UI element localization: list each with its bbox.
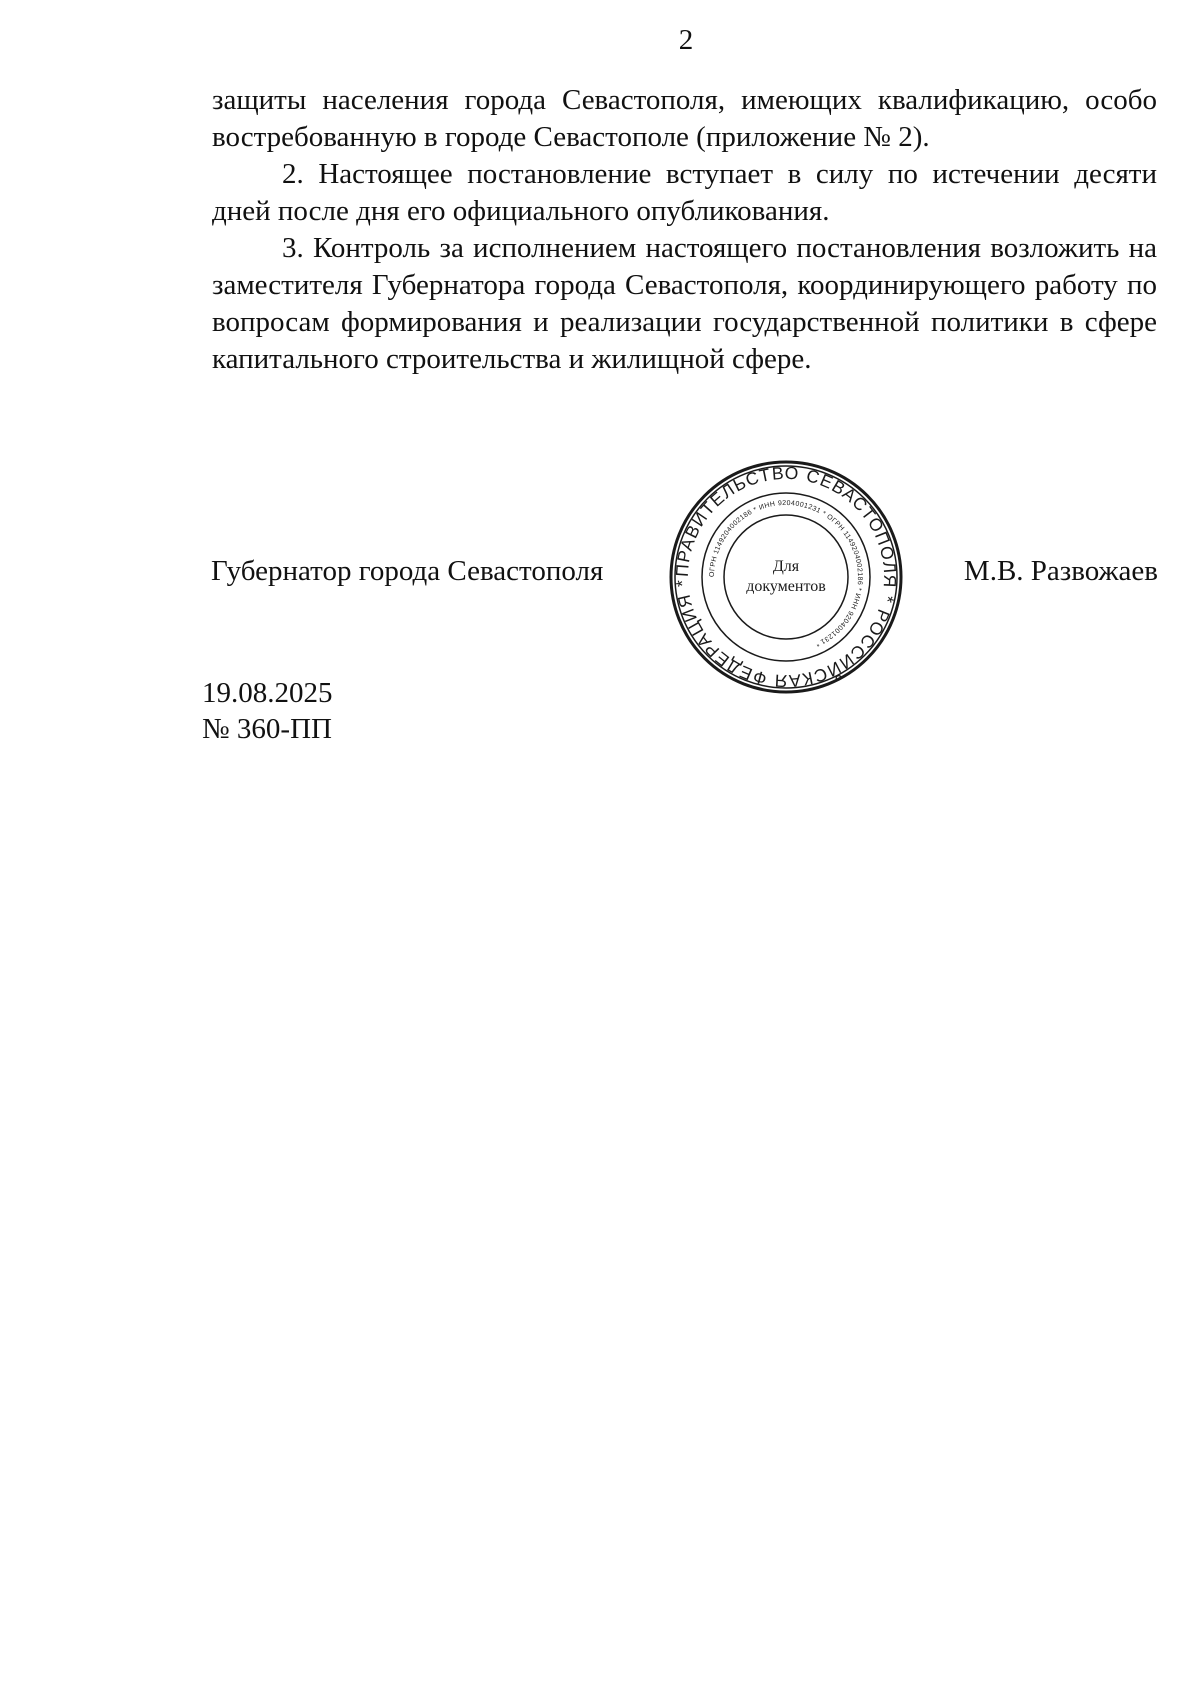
seal-outer-text bbox=[672, 463, 900, 692]
document-body bbox=[212, 82, 1157, 378]
paragraph-continuation: защиты населения города Севастополя, имеющих квалификацию, особо востребованную в городе Севастополе (приложение № 2). bbox=[212, 84, 1157, 153]
document-date-number bbox=[202, 675, 333, 747]
document-number: № 360-ПП bbox=[202, 713, 332, 745]
seal-center-line-2: документов bbox=[746, 578, 826, 595]
page-number: 2 bbox=[678, 24, 694, 56]
paragraph-item-2: 2. Настоящее постановление вступает в силу по истечении десяти дней после дня его официального опубликования. bbox=[212, 158, 1157, 227]
seal-center-line-1: Для bbox=[772, 558, 800, 575]
paragraph-item-3: 3. Контроль за исполнением настоящего постановления возложить на заместителя Губернатора города Севастополя, координирующего работу по вопросам формирования и реализации государственной политики в сфере капитального строительства и жилищной сфере. bbox=[212, 232, 1157, 375]
seal-outer-textpath: ПРАВИТЕЛЬСТВО СЕВАСТОПОЛЯ * РОССИЙСКАЯ ФЕДЕРАЦИЯ * bbox=[671, 462, 901, 692]
signer-name: М.В. Развожаев bbox=[963, 555, 1158, 587]
official-seal-stamp bbox=[666, 457, 906, 697]
document-date: 19.08.2025 bbox=[202, 677, 333, 709]
signer-position: Губернатор города Севастополя bbox=[211, 555, 604, 587]
seal-inner-textpath: ОГРН 1149204002186 * ИНН 9204001231 * ОГРН 1149204002186 * ИНН 9204001231 * bbox=[708, 499, 864, 648]
